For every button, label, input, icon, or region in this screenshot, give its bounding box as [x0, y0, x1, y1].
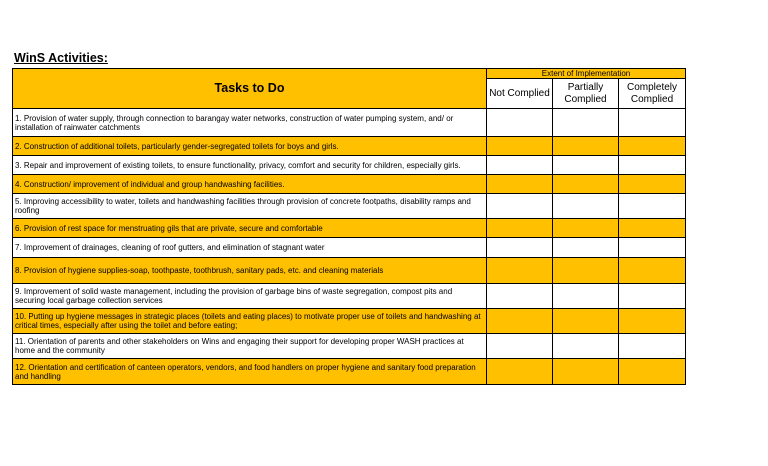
cell-completely-complied[interactable]	[619, 334, 686, 359]
tasks-header: Tasks to Do	[13, 69, 487, 109]
cell-completely-complied[interactable]	[619, 258, 686, 284]
task-cell: 9. Improvement of solid waste management, including the provision of garbage bins of waste segregation, compost pits and securing local garbage collection services	[13, 284, 487, 309]
cell-partially-complied[interactable]	[553, 219, 619, 238]
cell-not-complied[interactable]	[487, 156, 553, 175]
cell-partially-complied[interactable]	[553, 284, 619, 309]
wins-activities-table	[12, 68, 686, 385]
extent-header: Extent of Implementation	[487, 69, 686, 79]
col-partially-complied: Partially Complied	[553, 79, 619, 109]
cell-partially-complied[interactable]	[553, 175, 619, 194]
table-row	[13, 258, 686, 284]
cell-partially-complied[interactable]	[553, 309, 619, 334]
task-cell: 5. Improving accessibility to water, toilets and handwashing facilities through provision of concrete footpaths, disability ramps and roofing	[13, 194, 487, 219]
cell-partially-complied[interactable]	[553, 258, 619, 284]
table-row	[13, 334, 686, 359]
task-cell: 4. Construction/ improvement of individual and group handwashing facilities.	[13, 175, 487, 194]
table-row	[13, 309, 686, 334]
table-row	[13, 137, 686, 156]
task-cell: 10. Putting up hygiene messages in strategic places (toilets and eating places) to motivate proper use of toilets and handwashing at critical times, especially after using the toilet and before eating;	[13, 309, 487, 334]
cell-completely-complied[interactable]	[619, 175, 686, 194]
cell-completely-complied[interactable]	[619, 238, 686, 258]
table-row	[13, 109, 686, 137]
cell-not-complied[interactable]	[487, 194, 553, 219]
cell-not-complied[interactable]	[487, 359, 553, 385]
cell-completely-complied[interactable]	[619, 309, 686, 334]
cell-not-complied[interactable]	[487, 334, 553, 359]
task-cell: 1. Provision of water supply, through connection to barangay water networks, construction of water pumping system, and/ or installation of rainwater catchments	[13, 109, 487, 137]
cell-partially-complied[interactable]	[553, 109, 619, 137]
task-cell: 2. Construction of additional toilets, particularly gender-segregated toilets for boys and girls.	[13, 137, 487, 156]
table-row	[13, 175, 686, 194]
table-row	[13, 156, 686, 175]
cell-not-complied[interactable]	[487, 309, 553, 334]
cell-partially-complied[interactable]	[553, 238, 619, 258]
table-row	[13, 284, 686, 309]
table-row	[13, 219, 686, 238]
cell-completely-complied[interactable]	[619, 219, 686, 238]
cell-completely-complied[interactable]	[619, 109, 686, 137]
cell-partially-complied[interactable]	[553, 156, 619, 175]
col-not-complied: Not Complied	[487, 79, 553, 109]
cell-completely-complied[interactable]	[619, 156, 686, 175]
task-cell: 6. Provision of rest space for menstruating gils that are private, secure and comfortable	[13, 219, 487, 238]
cell-not-complied[interactable]	[487, 238, 553, 258]
cell-not-complied[interactable]	[487, 219, 553, 238]
cell-completely-complied[interactable]	[619, 194, 686, 219]
cell-not-complied[interactable]	[487, 175, 553, 194]
cell-completely-complied[interactable]	[619, 359, 686, 385]
cell-partially-complied[interactable]	[553, 194, 619, 219]
cell-partially-complied[interactable]	[553, 359, 619, 385]
cell-not-complied[interactable]	[487, 284, 553, 309]
cell-not-complied[interactable]	[487, 137, 553, 156]
cell-partially-complied[interactable]	[553, 334, 619, 359]
cell-completely-complied[interactable]	[619, 137, 686, 156]
col-completely-complied: Completely Complied	[619, 79, 686, 109]
task-cell: 11. Orientation of parents and other stakeholders on Wins and engaging their support for developing proper WASH practices at home and the community	[13, 334, 487, 359]
task-cell: 8. Provision of hygiene supplies-soap, toothpaste, toothbrush, sanitary pads, etc. and cleaning materials	[13, 258, 487, 284]
task-cell: 7. Improvement of drainages, cleaning of roof gutters, and elimination of stagnant water	[13, 238, 487, 258]
table-row	[13, 238, 686, 258]
task-cell: 3. Repair and improvement of existing toilets, to ensure functionality, privacy, comfort and security for children, especially girls.	[13, 156, 487, 175]
cell-not-complied[interactable]	[487, 109, 553, 137]
section-title: WinS Activities:	[14, 51, 108, 65]
table-row	[13, 194, 686, 219]
table-row	[13, 359, 686, 385]
cell-completely-complied[interactable]	[619, 284, 686, 309]
cell-partially-complied[interactable]	[553, 137, 619, 156]
cell-not-complied[interactable]	[487, 258, 553, 284]
task-cell: 12. Orientation and certification of canteen operators, vendors, and food handlers on proper hygiene and sanitary food preparation and handling	[13, 359, 487, 385]
